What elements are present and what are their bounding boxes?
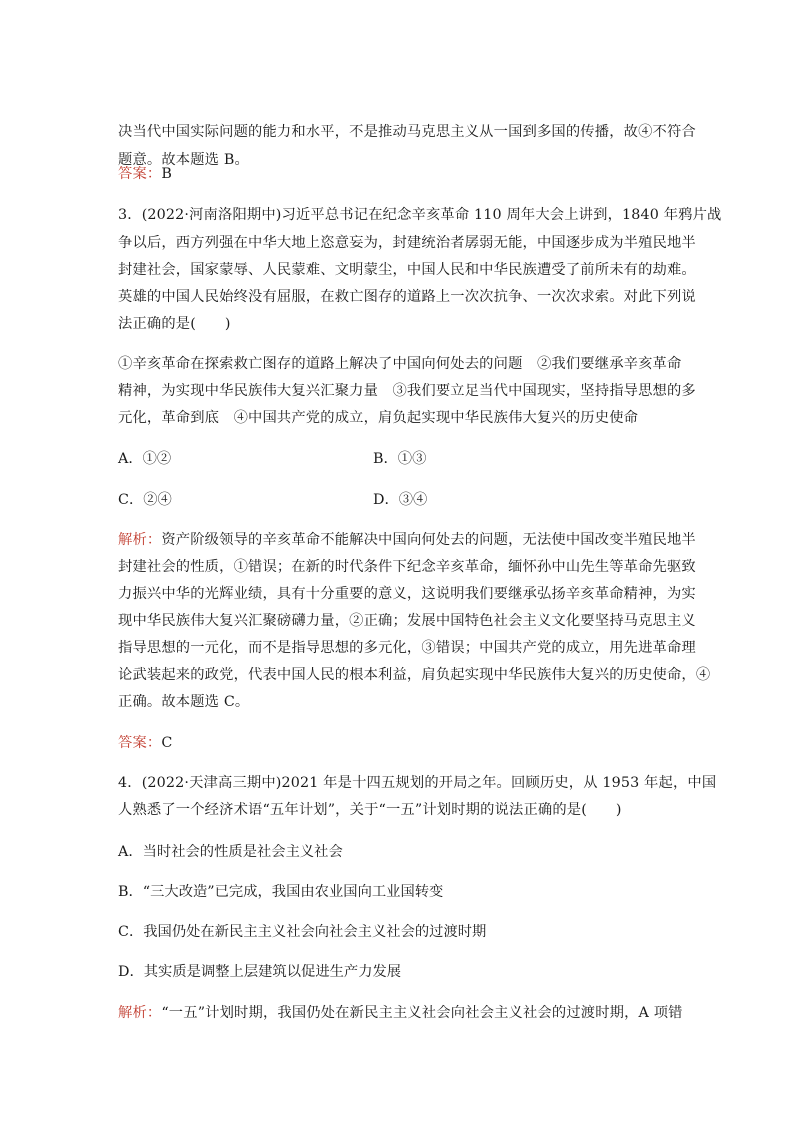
q3-analysis-line-6: 论武装起来的政党，代表中国人民的根本利益，肩负起实现中华民族伟大复兴的历史使命，④ (118, 667, 711, 683)
q3-answer (118, 733, 172, 753)
q4-option-c: C．我国仍处在新民主主义社会向社会主义社会的过渡时期 (118, 924, 487, 940)
q4-stem-line-1: 4．(2022·天津高三期中)2021 年是十四五规划的开局之年。回顾历史，从 1953 年起，中国 (118, 775, 717, 791)
q3-analysis-line-3: 力振兴中华的光辉业绩，具有十分重要的意义，这说明我们要继承弘扬辛亥革命精神，为实 (118, 586, 696, 602)
answer-label: 答案： (118, 735, 162, 751)
q3-analysis-line-7: 正确。故本题选 C。 (118, 694, 250, 710)
q3-statement-line-2: 精神，为实现中华民族伟大复兴汇聚力量 ③我们要立足当代中国现实，坚持指导思想的多 (118, 383, 696, 399)
q4-option-b: B．“三大改造”已完成，我国由农业国向工业国转变 (118, 884, 444, 900)
q4-option-d: D．其实质是调整上层建筑以促进生产力发展 (118, 964, 402, 980)
analysis-label: 解析： (118, 532, 162, 548)
q3-option-c: C．②④ (118, 492, 172, 508)
q4-stem-line-2: 人熟悉了一个经济术语“五年计划”，关于“一五”计划时期的说法正确的是( ) (118, 802, 622, 818)
answer-value: B (161, 166, 172, 182)
q3-stem-line-3: 封建社会，国家蒙辱、人民蒙难、文明蒙尘，中国人民和中华民族遭受了前所未有的劫难。 (118, 262, 696, 278)
q3-statement-line-1: ①辛亥革命在探索救亡图存的道路上解决了中国向何处去的问题 ②我们要继承辛亥革命 (118, 356, 682, 372)
q3-statement-line-3: 元化，革命到底 ④中国共产党的成立，肩负起实现中华民族伟大复兴的历史使命 (118, 410, 639, 426)
answer-label: 答案： (118, 166, 162, 182)
q4-option-a: A．当时社会的性质是社会主义社会 (118, 844, 343, 860)
prev-analysis-line-1: 决当代中国实际问题的能力和水平，不是推动马克思主义从一国到多国的传播，故④不符合 (118, 124, 696, 140)
q3-stem-line-1: 3．(2022·河南洛阳期中)习近平总书记在纪念辛亥革命 110 周年大会上讲到，1840 年鸦片战 (118, 207, 722, 223)
q3-option-b: B．①③ (373, 451, 427, 467)
q3-option-d: D．③④ (373, 492, 428, 508)
prev-analysis-line-2: 题意。故本题选 B。 (118, 152, 249, 168)
q3-analysis-line-4: 现中华民族伟大复兴汇聚磅礴力量，②正确；发展中国特色社会主义文化要坚持马克思主义 (118, 613, 696, 629)
prev-answer (118, 164, 172, 184)
analysis-label: 解析： (118, 1005, 162, 1021)
q3-stem-line-5: 法正确的是( ) (118, 316, 231, 332)
q3-analysis-line-5: 指导思想的一元化，而不是指导思想的多元化，③错误；中国共产党的成立，用先进革命理 (118, 640, 696, 656)
q3-stem-line-4: 英雄的中国人民始终没有屈服，在救亡图存的道路上一次次抗争、一次次求索。对此下列说 (118, 289, 696, 305)
q3-stem-line-2: 争以后，西方列强在中华大地上恣意妄为，封建统治者孱弱无能，中国逐步成为半殖民地半 (118, 235, 696, 251)
q3-analysis-line-2: 封建社会的性质，①错误；在新的时代条件下纪念辛亥革命，缅怀孙中山先生等革命先驱致 (118, 559, 696, 575)
q4-analysis-line-1: 解析：“一五”计划时期，我国仍处在新民主主义社会向社会主义社会的过渡时期，A 项错 (118, 1005, 683, 1021)
q3-option-a: A．①② (118, 451, 172, 467)
answer-value: C (161, 735, 173, 751)
q3-analysis-line-1: 解析：资产阶级领导的辛亥革命不能解决中国向何处去的问题，无法使中国改变半殖民地半 (118, 532, 696, 548)
